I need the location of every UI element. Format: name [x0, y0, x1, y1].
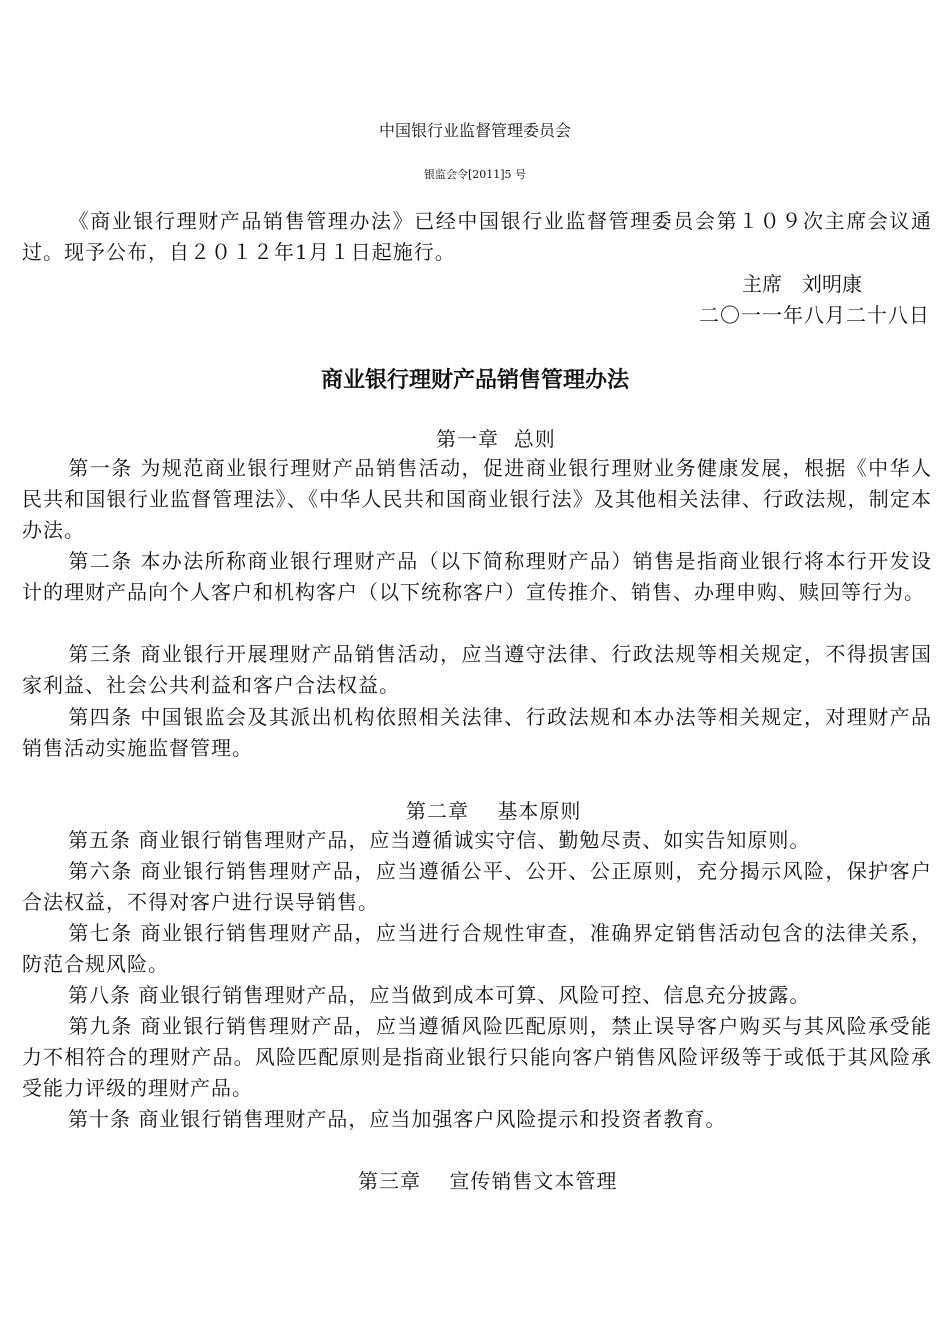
- article-text: 第二条 本办法所称商业银行理财产品（以下简称理财产品）销售是指商业银行将本行开发设计的理财产品向个人客户和机构客户（以下统称客户）宣传推介、销售、办理申购、赎回等行为。: [22, 549, 932, 604]
- article-paragraph: [22, 918, 932, 980]
- article-paragraph: [22, 1104, 932, 1135]
- document-title: 商业银行理财产品销售管理办法: [320, 368, 629, 393]
- article-text: 第三条 商业银行开展理财产品销售活动，应当遵守法律、行政法规等相关规定，不得损害国家利益、社会公共利益和客户合法权益。: [22, 642, 932, 697]
- order-number: 银监会令[2011]5 号: [423, 168, 527, 181]
- chapter-heading: 第二章 基本原则: [406, 799, 582, 823]
- article-text: 第八条 商业银行销售理财产品，应当做到成本可算、风险可控、信息充分披露。: [68, 983, 811, 1007]
- article-paragraph: [22, 702, 932, 764]
- article-text: 第九条 商业银行销售理财产品，应当遵循风险匹配原则，禁止误导客户购买与其风险承受能力不相符合的理财产品。风险匹配原则是指商业银行只能向客户销售风险评级等于或低于其风险承受能力评级的理财产品。: [22, 1014, 932, 1100]
- article-paragraph: [22, 980, 932, 1011]
- article-text: 第四条 中国银监会及其派出机构依照相关法律、行政法规和本办法等相关规定，对理财产品销售活动实施监督管理。: [22, 705, 932, 760]
- article-text: 第六条 商业银行销售理财产品，应当遵循公平、公开、公正原则，充分揭示风险，保护客户合法权益，不得对客户进行误导销售。: [22, 859, 932, 914]
- preamble-text: 《商业银行理财产品销售管理办法》已经中国银行业监督管理委员会第１０９次主席会议通过。现予公布，自２０１２年1月１日起施行。: [22, 209, 932, 264]
- article-text: 第十条 商业银行销售理财产品，应当加强客户风险提示和投资者教育。: [68, 1107, 727, 1131]
- signature-date: 二〇一一年八月二十八日: [699, 303, 930, 327]
- chapter-heading: 第三章 宣传销售文本管理: [358, 1169, 618, 1193]
- article-text: 第一条 为规范商业银行理财产品销售活动，促进商业银行理财业务健康发展，根据《中华人民共和国银行业监督管理法》、《中华人民共和国商业银行法》及其他相关法律、行政法规，制定本办法。: [22, 456, 932, 542]
- article-paragraph: [22, 546, 932, 608]
- signer: 主席 刘明康: [742, 272, 862, 296]
- preamble-paragraph: [22, 206, 932, 268]
- issuer-name: 中国银行业监督管理委员会: [378, 121, 571, 140]
- article-text: 第五条 商业银行销售理财产品，应当遵循诚实守信、勤勉尽责、如实告知原则。: [68, 828, 811, 852]
- article-paragraph: [22, 1011, 932, 1104]
- article-paragraph: [22, 856, 932, 918]
- article-paragraph: [22, 453, 932, 546]
- chapter-heading: 第一章 总则: [436, 427, 556, 451]
- article-text: 第七条 商业银行销售理财产品，应当进行合规性审查，准确界定销售活动包含的法律关系，防范合规风险。: [22, 921, 932, 976]
- article-paragraph: [22, 825, 932, 856]
- article-paragraph: [22, 639, 932, 701]
